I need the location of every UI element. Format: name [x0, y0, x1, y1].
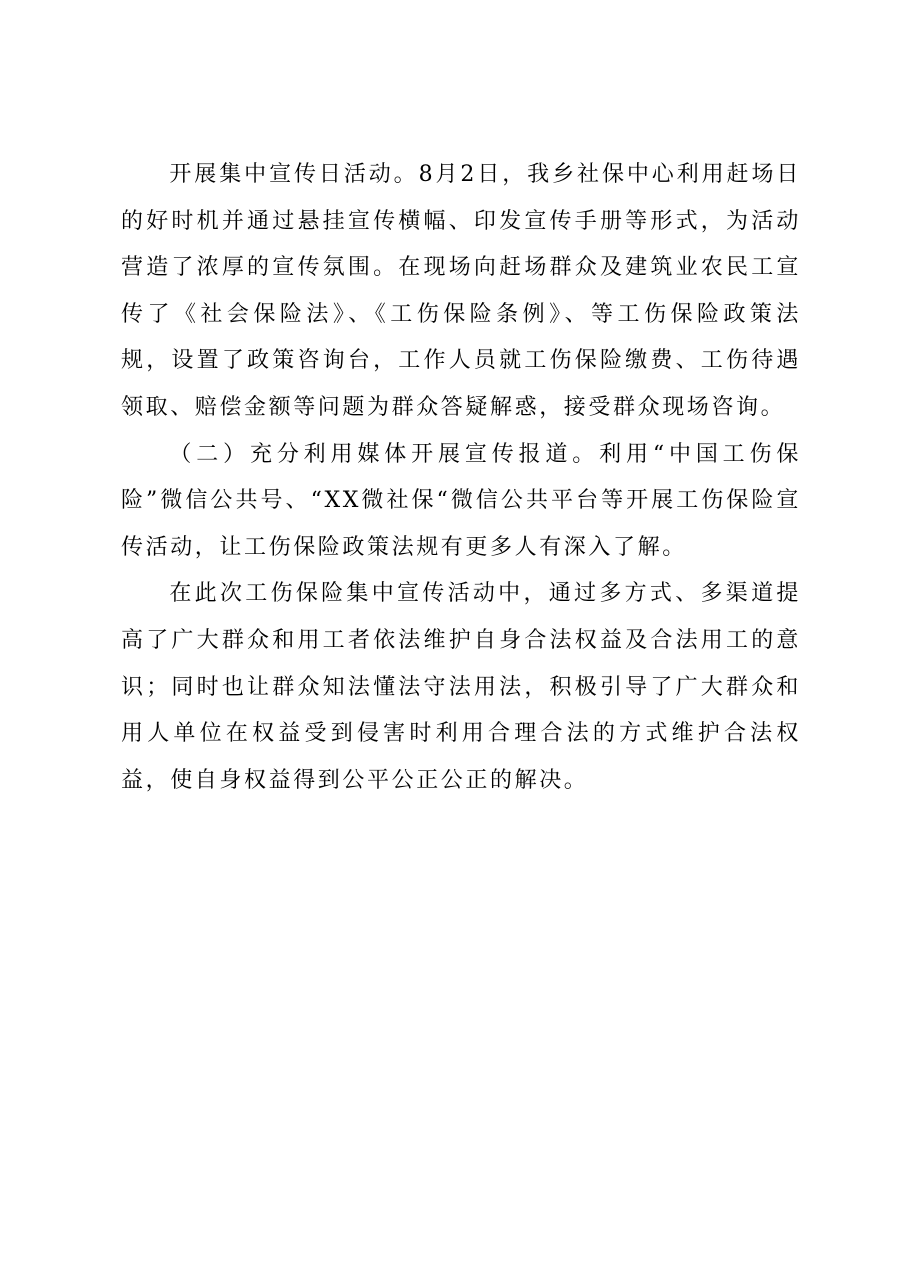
document-body [121, 152, 801, 804]
paragraph-2: （二）充分利用媒体开展宣传报道。利用“中国工伤保险”微信公共号、“XX微社保“微信公共平台等开展工伤保险宣传活动，让工伤保险政策法规有更多人有深入了解。 [121, 441, 801, 560]
paragraph-3: 在此次工伤保险集中宣传活动中，通过多方式、多渠道提高了广大群众和用工者依法维护自身合法权益及合法用工的意识；同时也让群众知法懂法守法用法，积极引导了广大群众和用人单位在权益受到侵害时利用合理合法的方式维护合法权益，使自身权益得到公平公正公正的解决。 [121, 581, 801, 793]
paragraph-1: 开展集中宣传日活动。8月2日，我乡社保中心利用赶场日的好时机并通过悬挂宣传横幅、印发宣传手册等形式，为活动营造了浓厚的宣传氛围。在现场向赶场群众及建筑业农民工宣传了《社会保险法》、《工伤保险条例》、等工伤保险政策法规，设置了政策咨询台，工作人员就工伤保险缴费、工伤待遇领取、赔偿金额等问题为群众答疑解惑，接受群众现场咨询。 [121, 162, 801, 420]
